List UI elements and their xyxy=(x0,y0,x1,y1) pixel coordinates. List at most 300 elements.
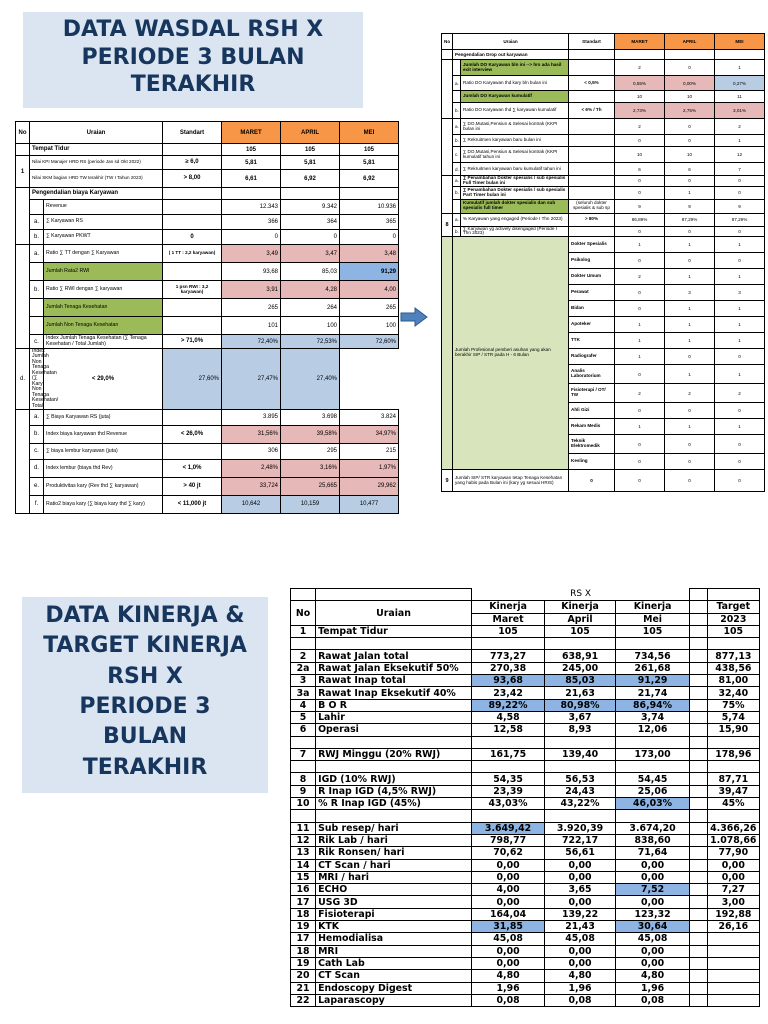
table-row xyxy=(442,91,765,103)
value-cell: 10 xyxy=(615,91,665,103)
group-header: RS X xyxy=(570,589,592,600)
value-cell: 0 xyxy=(615,454,665,470)
value-cell: 6,92 xyxy=(340,170,399,188)
row-sub: e. xyxy=(30,477,44,495)
target-cell: 105 xyxy=(707,625,759,637)
value-cell xyxy=(545,736,616,748)
value-cell: 100 xyxy=(281,317,340,335)
value-cell: 7,52 xyxy=(615,884,689,896)
row-sub: a. xyxy=(453,176,461,187)
table-row xyxy=(291,859,760,871)
value-cell: 105 xyxy=(222,144,281,156)
value-cell: 1 xyxy=(665,269,715,285)
value-cell: 12,06 xyxy=(615,724,689,736)
value-cell: 0,08 xyxy=(615,994,689,1006)
row-label: Hemodialisa xyxy=(316,933,472,945)
value-cell: 6,92 xyxy=(281,170,340,188)
spacer-cell xyxy=(690,724,707,736)
wasdal-table-right xyxy=(441,33,765,492)
spacer-cell xyxy=(690,699,707,711)
row-label: Index biaya karyawan thd Revenue xyxy=(44,425,163,443)
table-row xyxy=(291,970,760,982)
value-cell: 295 xyxy=(281,443,340,459)
title-wasdal-line3: TERAKHIR xyxy=(130,72,256,97)
spacer-cell xyxy=(690,908,707,920)
row-number: 4 xyxy=(291,699,316,711)
spacer-cell xyxy=(690,638,707,650)
table-row xyxy=(16,215,399,230)
row-number: 9 xyxy=(442,470,453,492)
col-april: APRIL xyxy=(665,34,715,50)
target-cell: 438,56 xyxy=(707,662,759,674)
target-cell xyxy=(707,970,759,982)
row-label xyxy=(316,810,472,822)
table-row xyxy=(442,50,765,60)
value-cell xyxy=(222,188,281,200)
table-row xyxy=(291,711,760,723)
value-cell: 3.824 xyxy=(340,409,399,425)
value-cell: 8,93 xyxy=(545,724,616,736)
row-sub: a. xyxy=(30,409,44,425)
value-cell: 2 xyxy=(715,384,765,403)
value-cell: 10,642 xyxy=(222,495,281,513)
value-cell: 1 xyxy=(715,135,765,147)
value-cell: 0 xyxy=(281,230,340,245)
row-number: 15 xyxy=(291,871,316,883)
row-number: 11 xyxy=(291,822,316,834)
target-cell xyxy=(707,736,759,748)
row-label: Pengendalian Drop out karyawan xyxy=(453,50,569,60)
row-standart xyxy=(163,144,222,156)
row-standart: < 11,000 jt xyxy=(163,495,222,513)
value-cell xyxy=(615,736,689,748)
row-label: Rawat Jalan total xyxy=(316,650,472,662)
title-kinerja-line5: BULAN xyxy=(102,724,188,750)
prof-name: Fisioterapi / OT/ TW xyxy=(569,384,615,403)
value-cell: 21,43 xyxy=(545,921,616,933)
table-row xyxy=(291,834,760,846)
prof-name: Ahli Gizi xyxy=(569,403,615,419)
value-cell xyxy=(472,638,545,650)
value-cell xyxy=(545,638,616,650)
row-number xyxy=(442,119,453,176)
value-cell: 0,27% xyxy=(715,76,765,91)
value-cell: 29,962 xyxy=(340,477,399,495)
value-cell: 6 xyxy=(615,163,665,176)
value-cell: 24,43 xyxy=(545,785,616,797)
table-row xyxy=(16,200,399,215)
row-label: Ratio DO Karyawan thd kary bln bulan ini xyxy=(461,76,569,91)
value-cell xyxy=(545,761,616,773)
value-cell: 27,40% xyxy=(281,349,340,410)
value-cell: 1 xyxy=(665,237,715,253)
value-cell: 105 xyxy=(340,144,399,156)
target-cell: 1.078,66 xyxy=(707,834,759,846)
row-sub xyxy=(30,299,44,317)
value-cell: 12,58 xyxy=(472,724,545,736)
kinerja-table xyxy=(290,588,760,1007)
value-cell xyxy=(615,761,689,773)
value-cell: 46,03% xyxy=(615,798,689,810)
table-row xyxy=(291,822,760,834)
target-cell xyxy=(707,994,759,1006)
col-mei: Mei xyxy=(615,613,689,625)
value-cell: 23,42 xyxy=(472,687,545,699)
row-number: 2a xyxy=(291,662,316,674)
value-cell: 0,08 xyxy=(472,994,545,1006)
spacer-cell xyxy=(690,871,707,883)
value-cell: 100 xyxy=(340,317,399,335)
row-label: Rawat Inap total xyxy=(316,675,472,687)
value-cell: 0 xyxy=(615,470,665,492)
target-cell: 178,96 xyxy=(707,748,759,760)
value-cell: 85,03 xyxy=(281,263,340,281)
target-cell xyxy=(707,761,759,773)
target-cell xyxy=(707,638,759,650)
table-row xyxy=(442,76,765,91)
row-label: Kumulatif jumlah dokter spesialis dan sub spesialis full timer xyxy=(461,199,569,213)
row-sub: c. xyxy=(30,443,44,459)
title-wasdal xyxy=(23,12,363,108)
target-cell: 87,71 xyxy=(707,773,759,785)
row-number xyxy=(291,810,316,822)
target-cell: 3,00 xyxy=(707,896,759,908)
value-cell: 10 xyxy=(665,91,715,103)
row-label: Ratio DO Karyawan thd ∑ karyawan kumulatif xyxy=(461,103,569,119)
value-cell: 1 xyxy=(615,237,665,253)
target-cell xyxy=(707,957,759,969)
table-row xyxy=(291,982,760,994)
value-cell: 0,55% xyxy=(615,76,665,91)
value-cell: 105 xyxy=(281,144,340,156)
value-cell: 1,96 xyxy=(615,982,689,994)
title-kinerja-line6: TERAKHIR xyxy=(82,754,208,780)
value-cell: 0 xyxy=(715,186,765,199)
value-cell: 0,00 xyxy=(472,859,545,871)
row-number xyxy=(442,50,453,60)
target-cell xyxy=(707,933,759,945)
row-label: Index Jumlah Tenaga Kesehatan (∑ Tenaga Kesehatan / Total Jumlah) xyxy=(44,335,163,349)
row-label: ∑ Karyawan yg actively disengaged (Periode I Thn 2023) xyxy=(461,226,569,237)
value-cell: 1,96 xyxy=(545,982,616,994)
target-cell: 192,88 xyxy=(707,908,759,920)
table-row xyxy=(291,724,760,736)
value-cell: 173,00 xyxy=(615,748,689,760)
row-standart: < 0,5% xyxy=(569,76,615,91)
value-cell: 261,68 xyxy=(615,662,689,674)
value-cell: 2 xyxy=(615,384,665,403)
row-number xyxy=(291,761,316,773)
value-cell: 33,724 xyxy=(222,477,281,495)
value-cell: 7 xyxy=(715,163,765,176)
value-cell: 5,81 xyxy=(222,156,281,170)
row-sub: f. xyxy=(30,495,44,513)
row-sub: a. xyxy=(30,245,44,263)
value-cell: 87,29% xyxy=(665,213,715,226)
table-row xyxy=(291,748,760,760)
col-uraian: Uraian xyxy=(30,122,163,144)
spacer-cell xyxy=(690,970,707,982)
row-number xyxy=(16,188,30,245)
value-cell: 0 xyxy=(715,176,765,187)
col-kinerja-2: Kinerja xyxy=(545,601,616,613)
col-standart: Standart xyxy=(163,122,222,144)
value-cell: 1 xyxy=(715,419,765,435)
value-cell: 0,00 xyxy=(615,896,689,908)
row-standart: 0 xyxy=(569,470,615,492)
value-cell: 1 xyxy=(665,317,715,333)
target-cell: 0,00 xyxy=(707,859,759,871)
row-standart: (seluruh dokter spesialis & sub sp xyxy=(569,199,615,213)
spacer-cell xyxy=(690,798,707,810)
value-cell: 101 xyxy=(222,317,281,335)
table-row xyxy=(291,625,760,637)
prof-name: Teknik Elektromedik xyxy=(569,435,615,454)
table-row xyxy=(16,245,399,263)
col-april: April xyxy=(545,613,616,625)
value-cell: 0 xyxy=(615,285,665,301)
row-number: 18 xyxy=(291,945,316,957)
row-standart: < 6% / Th xyxy=(569,103,615,119)
row-sub: d. xyxy=(453,163,461,176)
row-standart xyxy=(569,50,615,60)
value-cell: 4,28 xyxy=(281,281,340,299)
row-label xyxy=(316,736,472,748)
col-kinerja-1: Kinerja xyxy=(472,601,545,613)
row-label: Endoscopy Digest xyxy=(316,982,472,994)
value-cell xyxy=(472,761,545,773)
row-number xyxy=(291,736,316,748)
spacer-cell xyxy=(690,675,707,687)
row-number: 12 xyxy=(291,834,316,846)
row-number: 9 xyxy=(291,785,316,797)
value-cell: 2 xyxy=(665,384,715,403)
value-cell: 1 xyxy=(715,365,765,384)
value-cell: 365 xyxy=(340,215,399,230)
row-sub xyxy=(30,317,44,335)
value-cell: 264 xyxy=(281,299,340,317)
table-row xyxy=(442,213,765,226)
value-cell: 3.649,42 xyxy=(472,822,545,834)
value-cell: 1 xyxy=(615,349,665,365)
table-row xyxy=(442,147,765,163)
row-label: Rik Ronsen/ hari xyxy=(316,847,472,859)
value-cell: 86,94% xyxy=(615,699,689,711)
table-row xyxy=(291,945,760,957)
col-uraian: Uraian xyxy=(453,34,569,50)
row-label: RWJ Minggu (20% RWJ) xyxy=(316,748,472,760)
row-standart: 0 xyxy=(163,230,222,245)
prof-name: Dokter Umum xyxy=(569,269,615,285)
row-standart: > 8,00 xyxy=(163,170,222,188)
table-row xyxy=(442,119,765,135)
table-row xyxy=(16,335,399,349)
value-cell: 3 xyxy=(665,285,715,301)
table-row xyxy=(291,994,760,1006)
row-label xyxy=(316,761,472,773)
value-cell: 0,00 xyxy=(472,957,545,969)
row-label: Jumlah Rata2 RWI xyxy=(44,263,163,281)
row-standart: > 71,0% xyxy=(163,335,222,349)
value-cell: 25,665 xyxy=(281,477,340,495)
value-cell: 3 xyxy=(715,285,765,301)
row-standart xyxy=(163,443,222,459)
row-number: 1 xyxy=(291,625,316,637)
table-row xyxy=(291,638,760,650)
value-cell: 0 xyxy=(715,435,765,454)
table-row xyxy=(16,459,399,477)
spacer-cell xyxy=(690,859,707,871)
table-row xyxy=(291,810,760,822)
value-cell: 0,00% xyxy=(665,76,715,91)
target-cell: 5,74 xyxy=(707,711,759,723)
row-standart xyxy=(569,119,615,135)
row-standart xyxy=(569,176,615,187)
row-standart: ( 1 TT : 2,2 karyawan) xyxy=(163,245,222,263)
value-cell: 2,75% xyxy=(665,103,715,119)
table-row xyxy=(291,921,760,933)
row-number: 18 xyxy=(291,908,316,920)
row-number: 3a xyxy=(291,687,316,699)
spacer-cell xyxy=(690,773,707,785)
value-cell: 0 xyxy=(340,230,399,245)
table-row xyxy=(291,699,760,711)
row-label: Pengendalian biaya Karyawan xyxy=(30,188,163,200)
target-cell: 75% xyxy=(707,699,759,711)
table-row xyxy=(291,908,760,920)
table-row xyxy=(442,60,765,76)
table-row xyxy=(291,785,760,797)
row-label: Tempat Tidur xyxy=(316,625,472,637)
col-april: APRIL xyxy=(281,122,340,144)
value-cell: 9.342 xyxy=(281,200,340,215)
value-cell: 265 xyxy=(340,299,399,317)
table-row xyxy=(291,675,760,687)
row-sub: a. xyxy=(30,215,44,230)
table-row xyxy=(291,896,760,908)
value-cell: 87,29% xyxy=(715,213,765,226)
row-sub: b. xyxy=(453,103,461,119)
value-cell: 1 xyxy=(665,186,715,199)
value-cell: 0,00 xyxy=(472,871,545,883)
value-cell: 0 xyxy=(665,349,715,365)
value-cell: 364 xyxy=(281,215,340,230)
row-standart xyxy=(163,409,222,425)
value-cell: 0 xyxy=(615,253,665,269)
value-cell: 1 xyxy=(665,419,715,435)
row-number xyxy=(442,176,453,214)
row-standart xyxy=(163,317,222,335)
table-row xyxy=(291,662,760,674)
value-cell: 27,47% xyxy=(222,349,281,410)
prof-name: Kesling xyxy=(569,454,615,470)
value-cell: 3,49 xyxy=(222,245,281,263)
value-cell: 9 xyxy=(665,199,715,213)
col-standart: Standart xyxy=(569,34,615,50)
value-cell: 5,81 xyxy=(281,156,340,170)
spacer-cell xyxy=(690,748,707,760)
value-cell: 5,81 xyxy=(340,156,399,170)
value-cell: 0 xyxy=(665,119,715,135)
row-label: Rawat Jalan Eksekutif 50% xyxy=(316,662,472,674)
value-cell: 0 xyxy=(615,226,665,237)
prof-name: Apoteker xyxy=(569,317,615,333)
row-label: Rik Lab / hari xyxy=(316,834,472,846)
value-cell: 34,97% xyxy=(340,425,399,443)
value-cell: 25,06 xyxy=(615,785,689,797)
value-cell: 0 xyxy=(665,226,715,237)
value-cell: 105 xyxy=(545,625,616,637)
row-sub xyxy=(30,200,44,215)
target-cell: 877,13 xyxy=(707,650,759,662)
row-sub: c. xyxy=(453,147,461,163)
value-cell: 4,80 xyxy=(545,970,616,982)
value-cell: 0 xyxy=(715,349,765,365)
col-mei: MEI xyxy=(340,122,399,144)
value-cell xyxy=(665,50,715,60)
value-cell: 734,56 xyxy=(615,650,689,662)
target-cell xyxy=(707,810,759,822)
value-cell: 0,00 xyxy=(545,859,616,871)
row-label: ∑ Rekruitmen karyawan baru bulan ini xyxy=(461,135,569,147)
value-cell: 0,00 xyxy=(615,859,689,871)
value-cell: 2,73% xyxy=(615,103,665,119)
value-cell: 27,60% xyxy=(163,349,222,410)
table-row xyxy=(291,687,760,699)
table-row xyxy=(16,425,399,443)
value-cell: 86,89% xyxy=(615,213,665,226)
value-cell: 0 xyxy=(715,470,765,492)
target-cell: 32,40 xyxy=(707,687,759,699)
value-cell: 265 xyxy=(222,299,281,317)
value-cell: 4,00 xyxy=(472,884,545,896)
row-number xyxy=(442,237,453,470)
value-cell xyxy=(472,736,545,748)
row-sub: b. xyxy=(30,230,44,245)
target-cell xyxy=(707,945,759,957)
row-sub: b. xyxy=(453,186,461,199)
value-cell: 3,74 xyxy=(615,711,689,723)
table-row xyxy=(291,871,760,883)
row-label: Jumlah Non Tenaga Kesehatan xyxy=(44,317,163,335)
value-cell: 0,00 xyxy=(545,945,616,957)
row-number: 19 xyxy=(291,921,316,933)
row-label: Laparascopy xyxy=(316,994,472,1006)
table-row xyxy=(291,650,760,662)
row-label: Ratio ∑ RWI dengan ∑ karyawan xyxy=(44,281,163,299)
value-cell: 0,00 xyxy=(545,957,616,969)
value-cell: 10 xyxy=(615,147,665,163)
row-label: Nilai KPI Manajer HRD RS (periode Jan sd Okt 2022) xyxy=(30,156,163,170)
row-sub xyxy=(453,199,461,213)
row-label: CT Scan xyxy=(316,970,472,982)
value-cell: 1 xyxy=(715,60,765,76)
spacer-cell xyxy=(690,736,707,748)
row-label: ∑ Biaya Karyawan RS (juta) xyxy=(44,409,163,425)
row-label: R Inap IGD (4,5% RWJ) xyxy=(316,785,472,797)
value-cell: 105 xyxy=(615,625,689,637)
row-standart xyxy=(569,226,615,237)
value-cell: 4,80 xyxy=(615,970,689,982)
row-label: Sub resep/ hari xyxy=(316,822,472,834)
row-label: Lahir xyxy=(316,711,472,723)
value-cell: 21,63 xyxy=(545,687,616,699)
value-cell: 0 xyxy=(615,435,665,454)
spacer-cell xyxy=(690,761,707,773)
row-label: ECHO xyxy=(316,884,472,896)
row-label: ∑ Penambahan Dokter spesialis / sub spesialis Full Timer bulan ini xyxy=(461,176,569,187)
row-label xyxy=(316,638,472,650)
